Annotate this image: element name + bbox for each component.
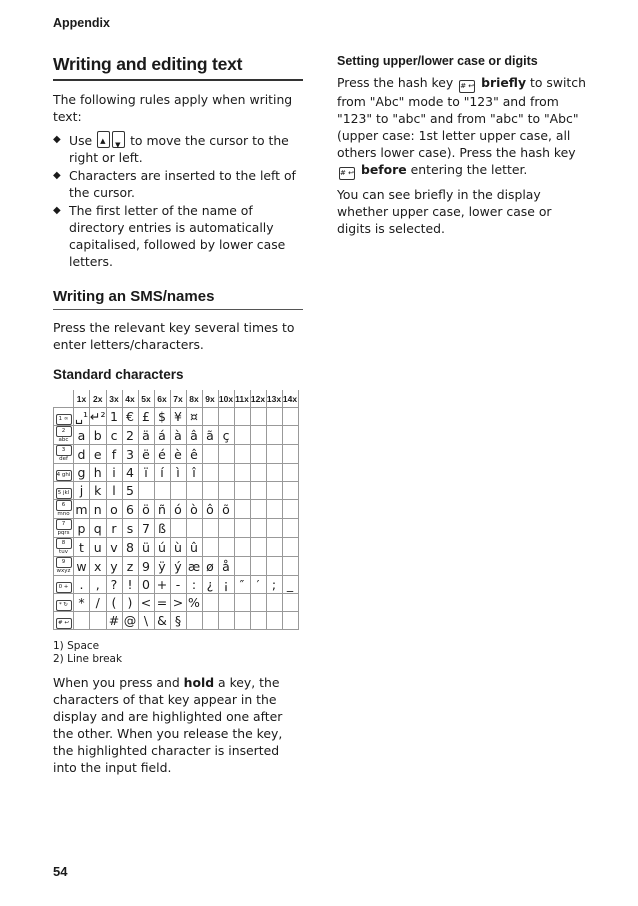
column-header: 13x bbox=[266, 390, 282, 408]
char-cell: ê bbox=[186, 445, 202, 464]
char-cell: õ bbox=[218, 500, 234, 519]
char-cell bbox=[218, 612, 234, 630]
char-cell bbox=[202, 612, 218, 630]
char-cell: ñ bbox=[154, 500, 170, 519]
char-cell: ; bbox=[266, 576, 282, 594]
char-cell: ↵² bbox=[90, 409, 106, 424]
char-cell: ¡ bbox=[218, 576, 234, 594]
char-cell bbox=[282, 408, 298, 426]
char-cell: 9 bbox=[138, 557, 154, 576]
char-cell bbox=[218, 594, 234, 612]
char-cell bbox=[282, 612, 298, 630]
char-cell bbox=[282, 538, 298, 557]
char-cell bbox=[202, 482, 218, 500]
char-cell bbox=[266, 538, 282, 557]
char-cell: 8 bbox=[122, 538, 138, 557]
char-cell: ó bbox=[170, 500, 186, 519]
char-cell: w bbox=[74, 557, 90, 576]
char-cell: ¥ bbox=[170, 408, 186, 426]
char-cell: â bbox=[186, 426, 202, 445]
char-cell: + bbox=[154, 576, 170, 594]
footnotes bbox=[53, 640, 303, 666]
char-cell: ú bbox=[154, 538, 170, 557]
char-cell: b bbox=[90, 426, 107, 445]
char-cell bbox=[234, 500, 250, 519]
char-cell bbox=[282, 464, 298, 482]
char-cell: j bbox=[74, 482, 90, 500]
char-cell bbox=[218, 519, 234, 538]
char-cell bbox=[234, 445, 250, 464]
char-cell: d bbox=[74, 445, 90, 464]
char-cell bbox=[250, 557, 266, 576]
char-cell: å bbox=[218, 557, 234, 576]
char-cell: n bbox=[90, 500, 107, 519]
phone-key-icon: 7 pqrs bbox=[57, 521, 70, 536]
char-cell: ö bbox=[138, 500, 154, 519]
char-cell: 6 bbox=[122, 500, 138, 519]
char-cell: ø bbox=[202, 557, 218, 576]
char-cell bbox=[234, 408, 250, 426]
table-row bbox=[54, 519, 299, 538]
diamond-bullet-icon: ◆ bbox=[53, 134, 61, 145]
char-cell bbox=[234, 519, 250, 538]
column-header: 10x bbox=[218, 390, 234, 408]
char-cell bbox=[282, 482, 298, 500]
char-cell: o bbox=[106, 500, 122, 519]
char-cell bbox=[170, 482, 186, 500]
char-cell bbox=[250, 464, 266, 482]
char-cell: r bbox=[106, 519, 122, 538]
char-cell: & bbox=[154, 612, 170, 630]
char-cell bbox=[250, 612, 266, 630]
char-cell: g bbox=[74, 464, 90, 482]
char-cell: t bbox=[74, 538, 90, 557]
char-cell: s bbox=[122, 519, 138, 538]
list-item: ◆ Characters are inserted to the left of the cursor. bbox=[53, 168, 296, 200]
char-cell bbox=[250, 594, 266, 612]
char-cell: $ bbox=[154, 408, 170, 426]
table-row bbox=[54, 594, 299, 612]
column-header: 1x bbox=[74, 390, 90, 408]
char-cell: > bbox=[170, 594, 186, 612]
char-cell: í bbox=[154, 464, 170, 482]
char-cell: a bbox=[74, 426, 90, 445]
char-cell bbox=[218, 538, 234, 557]
char-cell: æ bbox=[187, 558, 201, 574]
char-cell: ? bbox=[106, 576, 122, 594]
char-cell: c bbox=[106, 426, 122, 445]
char-cell: è bbox=[170, 445, 186, 464]
char-cell: ¤ bbox=[186, 408, 202, 426]
char-cell bbox=[218, 464, 234, 482]
char-cell: ß bbox=[154, 519, 170, 538]
table-row bbox=[54, 500, 299, 519]
column-header: 8x bbox=[186, 390, 202, 408]
char-cell: 0 bbox=[138, 576, 154, 594]
char-cell bbox=[202, 538, 218, 557]
subsection-title: Writing an SMS/names bbox=[53, 288, 303, 310]
char-cell bbox=[202, 519, 218, 538]
running-header: Appendix bbox=[53, 16, 110, 30]
column-header: 4x bbox=[122, 390, 138, 408]
char-cell: 1 bbox=[106, 408, 122, 426]
char-cell: 3 bbox=[122, 445, 138, 464]
table-body bbox=[54, 408, 299, 630]
column-header: 12x bbox=[250, 390, 266, 408]
char-cell bbox=[218, 482, 234, 500]
character-table bbox=[53, 390, 299, 630]
char-cell: v bbox=[106, 538, 122, 557]
page-number: 54 bbox=[53, 864, 68, 879]
char-cell bbox=[282, 557, 298, 576]
char-cell: û bbox=[186, 538, 202, 557]
display-paragraph: You can see briefly in the display whether upper case, lower case or digits is selected. bbox=[337, 187, 552, 236]
char-cell: ! bbox=[122, 576, 138, 594]
char-cell bbox=[266, 482, 282, 500]
char-cell: e bbox=[90, 445, 107, 464]
char-cell bbox=[282, 594, 298, 612]
char-cell: # bbox=[106, 612, 122, 630]
char-cell: ï bbox=[138, 464, 154, 482]
char-cell bbox=[266, 445, 282, 464]
char-cell: ÿ bbox=[154, 557, 170, 576]
phone-key-icon: 0 + bbox=[56, 582, 72, 593]
char-cell bbox=[266, 594, 282, 612]
char-cell bbox=[250, 426, 266, 445]
char-cell: y bbox=[106, 557, 122, 576]
case-section-title: Setting upper/lower case or digits bbox=[337, 54, 538, 68]
char-cell: x bbox=[90, 557, 107, 576]
char-cell bbox=[266, 519, 282, 538]
right-column bbox=[337, 48, 589, 243]
list-item: ◆ The first letter of the name of directory entries is automatically capitalised, followed by lower case letters. bbox=[53, 203, 286, 269]
char-cell bbox=[234, 464, 250, 482]
char-cell bbox=[266, 464, 282, 482]
table-title: Standard characters bbox=[53, 367, 184, 382]
char-cell bbox=[250, 482, 266, 500]
char-cell bbox=[282, 500, 298, 519]
column-header: 14x bbox=[282, 390, 298, 408]
char-cell: ü bbox=[138, 538, 154, 557]
table-row bbox=[54, 612, 299, 630]
char-cell bbox=[234, 594, 250, 612]
char-cell bbox=[186, 519, 202, 538]
char-cell: î bbox=[186, 464, 202, 482]
char-cell: ô bbox=[202, 500, 218, 519]
char-cell: m bbox=[75, 501, 88, 517]
phone-key-icon: 6 mno bbox=[57, 502, 70, 517]
column-header: 2x bbox=[90, 390, 107, 408]
char-cell bbox=[266, 557, 282, 576]
char-cell: £ bbox=[138, 408, 154, 426]
hash-key-icon: # ↩ bbox=[339, 167, 355, 180]
char-cell bbox=[250, 408, 266, 426]
char-cell: ò bbox=[186, 500, 202, 519]
phone-key-icon: 3 def bbox=[56, 445, 72, 456]
char-cell bbox=[234, 482, 250, 500]
table-row bbox=[54, 482, 299, 500]
column-header: 7x bbox=[170, 390, 186, 408]
diamond-bullet-icon: ◆ bbox=[53, 170, 61, 181]
column-header: 9x bbox=[202, 390, 218, 408]
char-cell: 7 bbox=[138, 519, 154, 538]
table-row bbox=[54, 445, 299, 464]
char-cell: _ bbox=[282, 576, 298, 594]
table-row bbox=[54, 557, 299, 576]
char-cell: l bbox=[106, 482, 122, 500]
table-row bbox=[54, 538, 299, 557]
phone-key-icon: * ↻ bbox=[56, 600, 72, 611]
char-cell: @ bbox=[123, 613, 137, 628]
char-cell: f bbox=[106, 445, 122, 464]
list-item: ◆ Use ▲ ▼ to move the cursor to the right or left. bbox=[53, 133, 289, 165]
char-cell: = bbox=[154, 594, 170, 612]
char-cell: : bbox=[186, 576, 202, 594]
char-cell: à bbox=[170, 426, 186, 445]
left-column bbox=[53, 48, 303, 782]
phone-key-icon: 9 wxyz bbox=[56, 559, 71, 574]
phone-key-icon: 4 ghi bbox=[56, 470, 72, 481]
char-cell: % bbox=[186, 594, 202, 612]
char-cell: * bbox=[74, 594, 90, 612]
char-cell: ç bbox=[218, 426, 234, 445]
table-header-row bbox=[54, 390, 299, 408]
char-cell bbox=[266, 612, 282, 630]
char-cell bbox=[234, 538, 250, 557]
char-cell bbox=[202, 408, 218, 426]
char-cell: ã bbox=[202, 426, 218, 445]
char-cell: h bbox=[90, 464, 107, 482]
char-cell bbox=[202, 464, 218, 482]
char-cell bbox=[234, 612, 250, 630]
char-cell bbox=[234, 426, 250, 445]
diamond-bullet-icon: ◆ bbox=[53, 205, 61, 216]
hold-paragraph: When you press and hold a key, the characters of that key appear in the display and are highlighted one after the other. When you release the key, the highlighted character is inserted into the input field. bbox=[53, 675, 283, 775]
char-cell: é bbox=[154, 445, 170, 464]
char-cell: i bbox=[106, 464, 122, 482]
char-cell bbox=[250, 538, 266, 557]
char-cell: ) bbox=[122, 594, 138, 612]
char-cell bbox=[170, 519, 186, 538]
hash-key-icon: # ↩ bbox=[459, 80, 475, 93]
phone-key-icon: 8 tuv bbox=[56, 538, 72, 549]
char-cell: k bbox=[90, 482, 107, 500]
char-cell: ä bbox=[138, 426, 154, 445]
intro-text: The following rules apply when writing text: bbox=[53, 92, 293, 124]
section-title: Writing and editing text bbox=[53, 54, 303, 81]
char-cell bbox=[250, 500, 266, 519]
char-cell: § bbox=[170, 612, 186, 630]
char-cell bbox=[138, 482, 154, 500]
char-cell bbox=[234, 557, 250, 576]
nav-down-key-icon: ▼ bbox=[112, 131, 125, 148]
char-cell: ë bbox=[138, 445, 154, 464]
char-cell bbox=[74, 612, 90, 630]
phone-key-icon: 5 jkl bbox=[56, 488, 72, 499]
char-cell: < bbox=[138, 594, 154, 612]
char-cell bbox=[250, 445, 266, 464]
char-cell: ù bbox=[170, 538, 186, 557]
sms-text: Press the relevant key several times to enter letters/characters. bbox=[53, 320, 295, 352]
char-cell: z bbox=[122, 557, 138, 576]
char-cell bbox=[282, 519, 298, 538]
char-cell bbox=[218, 408, 234, 426]
char-cell: ì bbox=[170, 464, 186, 482]
char-cell: / bbox=[90, 594, 107, 612]
char-cell: á bbox=[154, 426, 170, 445]
column-header: 5x bbox=[138, 390, 154, 408]
footnote-1: 1) Space bbox=[53, 640, 100, 652]
char-cell bbox=[250, 519, 266, 538]
char-cell: . bbox=[74, 576, 90, 594]
table-row bbox=[54, 464, 299, 482]
table-row bbox=[54, 576, 299, 594]
char-cell: 2 bbox=[122, 426, 138, 445]
char-cell: - bbox=[170, 576, 186, 594]
column-header: 3x bbox=[106, 390, 122, 408]
char-cell bbox=[218, 445, 234, 464]
table-row bbox=[54, 408, 299, 426]
char-cell: ý bbox=[170, 557, 186, 576]
char-cell: 4 bbox=[122, 464, 138, 482]
phone-key-icon: 1 ∞ bbox=[56, 414, 72, 425]
char-cell bbox=[266, 426, 282, 445]
phone-key-icon: 2 abc bbox=[56, 426, 72, 437]
char-cell bbox=[186, 612, 202, 630]
char-cell bbox=[90, 612, 107, 630]
char-cell: ′ bbox=[250, 576, 266, 594]
char-cell bbox=[282, 445, 298, 464]
char-cell bbox=[202, 445, 218, 464]
char-cell: , bbox=[90, 576, 107, 594]
char-cell: ␣¹ bbox=[75, 409, 88, 424]
rules-list bbox=[53, 131, 303, 270]
column-header: 6x bbox=[154, 390, 170, 408]
table-row bbox=[54, 426, 299, 445]
footnote-2: 2) Line break bbox=[53, 653, 123, 665]
case-paragraph: Press the hash key # ↩ briefly to switch from "Abc" mode to "123" and from "123" to "abc" and from "abc" to "Abc" (upper case: 1st letter upper case, all others lower case). Press the hash key # ↩ before entering the letter. bbox=[337, 74, 589, 180]
char-cell: \ bbox=[138, 612, 154, 630]
char-cell: ¿ bbox=[202, 576, 218, 594]
nav-up-key-icon: ▲ bbox=[97, 131, 110, 148]
char-cell bbox=[154, 482, 170, 500]
char-cell bbox=[186, 482, 202, 500]
char-cell bbox=[202, 594, 218, 612]
char-cell: p bbox=[74, 519, 90, 538]
char-cell bbox=[266, 408, 282, 426]
char-cell: q bbox=[90, 519, 107, 538]
char-cell bbox=[282, 426, 298, 445]
column-header: 11x bbox=[234, 390, 250, 408]
phone-key-icon: # ↩ bbox=[56, 618, 72, 629]
char-cell: € bbox=[122, 408, 138, 426]
char-cell bbox=[266, 500, 282, 519]
char-cell: ″ bbox=[234, 576, 250, 594]
char-cell: u bbox=[90, 538, 107, 557]
char-cell: ( bbox=[106, 594, 122, 612]
char-cell: 5 bbox=[122, 482, 138, 500]
